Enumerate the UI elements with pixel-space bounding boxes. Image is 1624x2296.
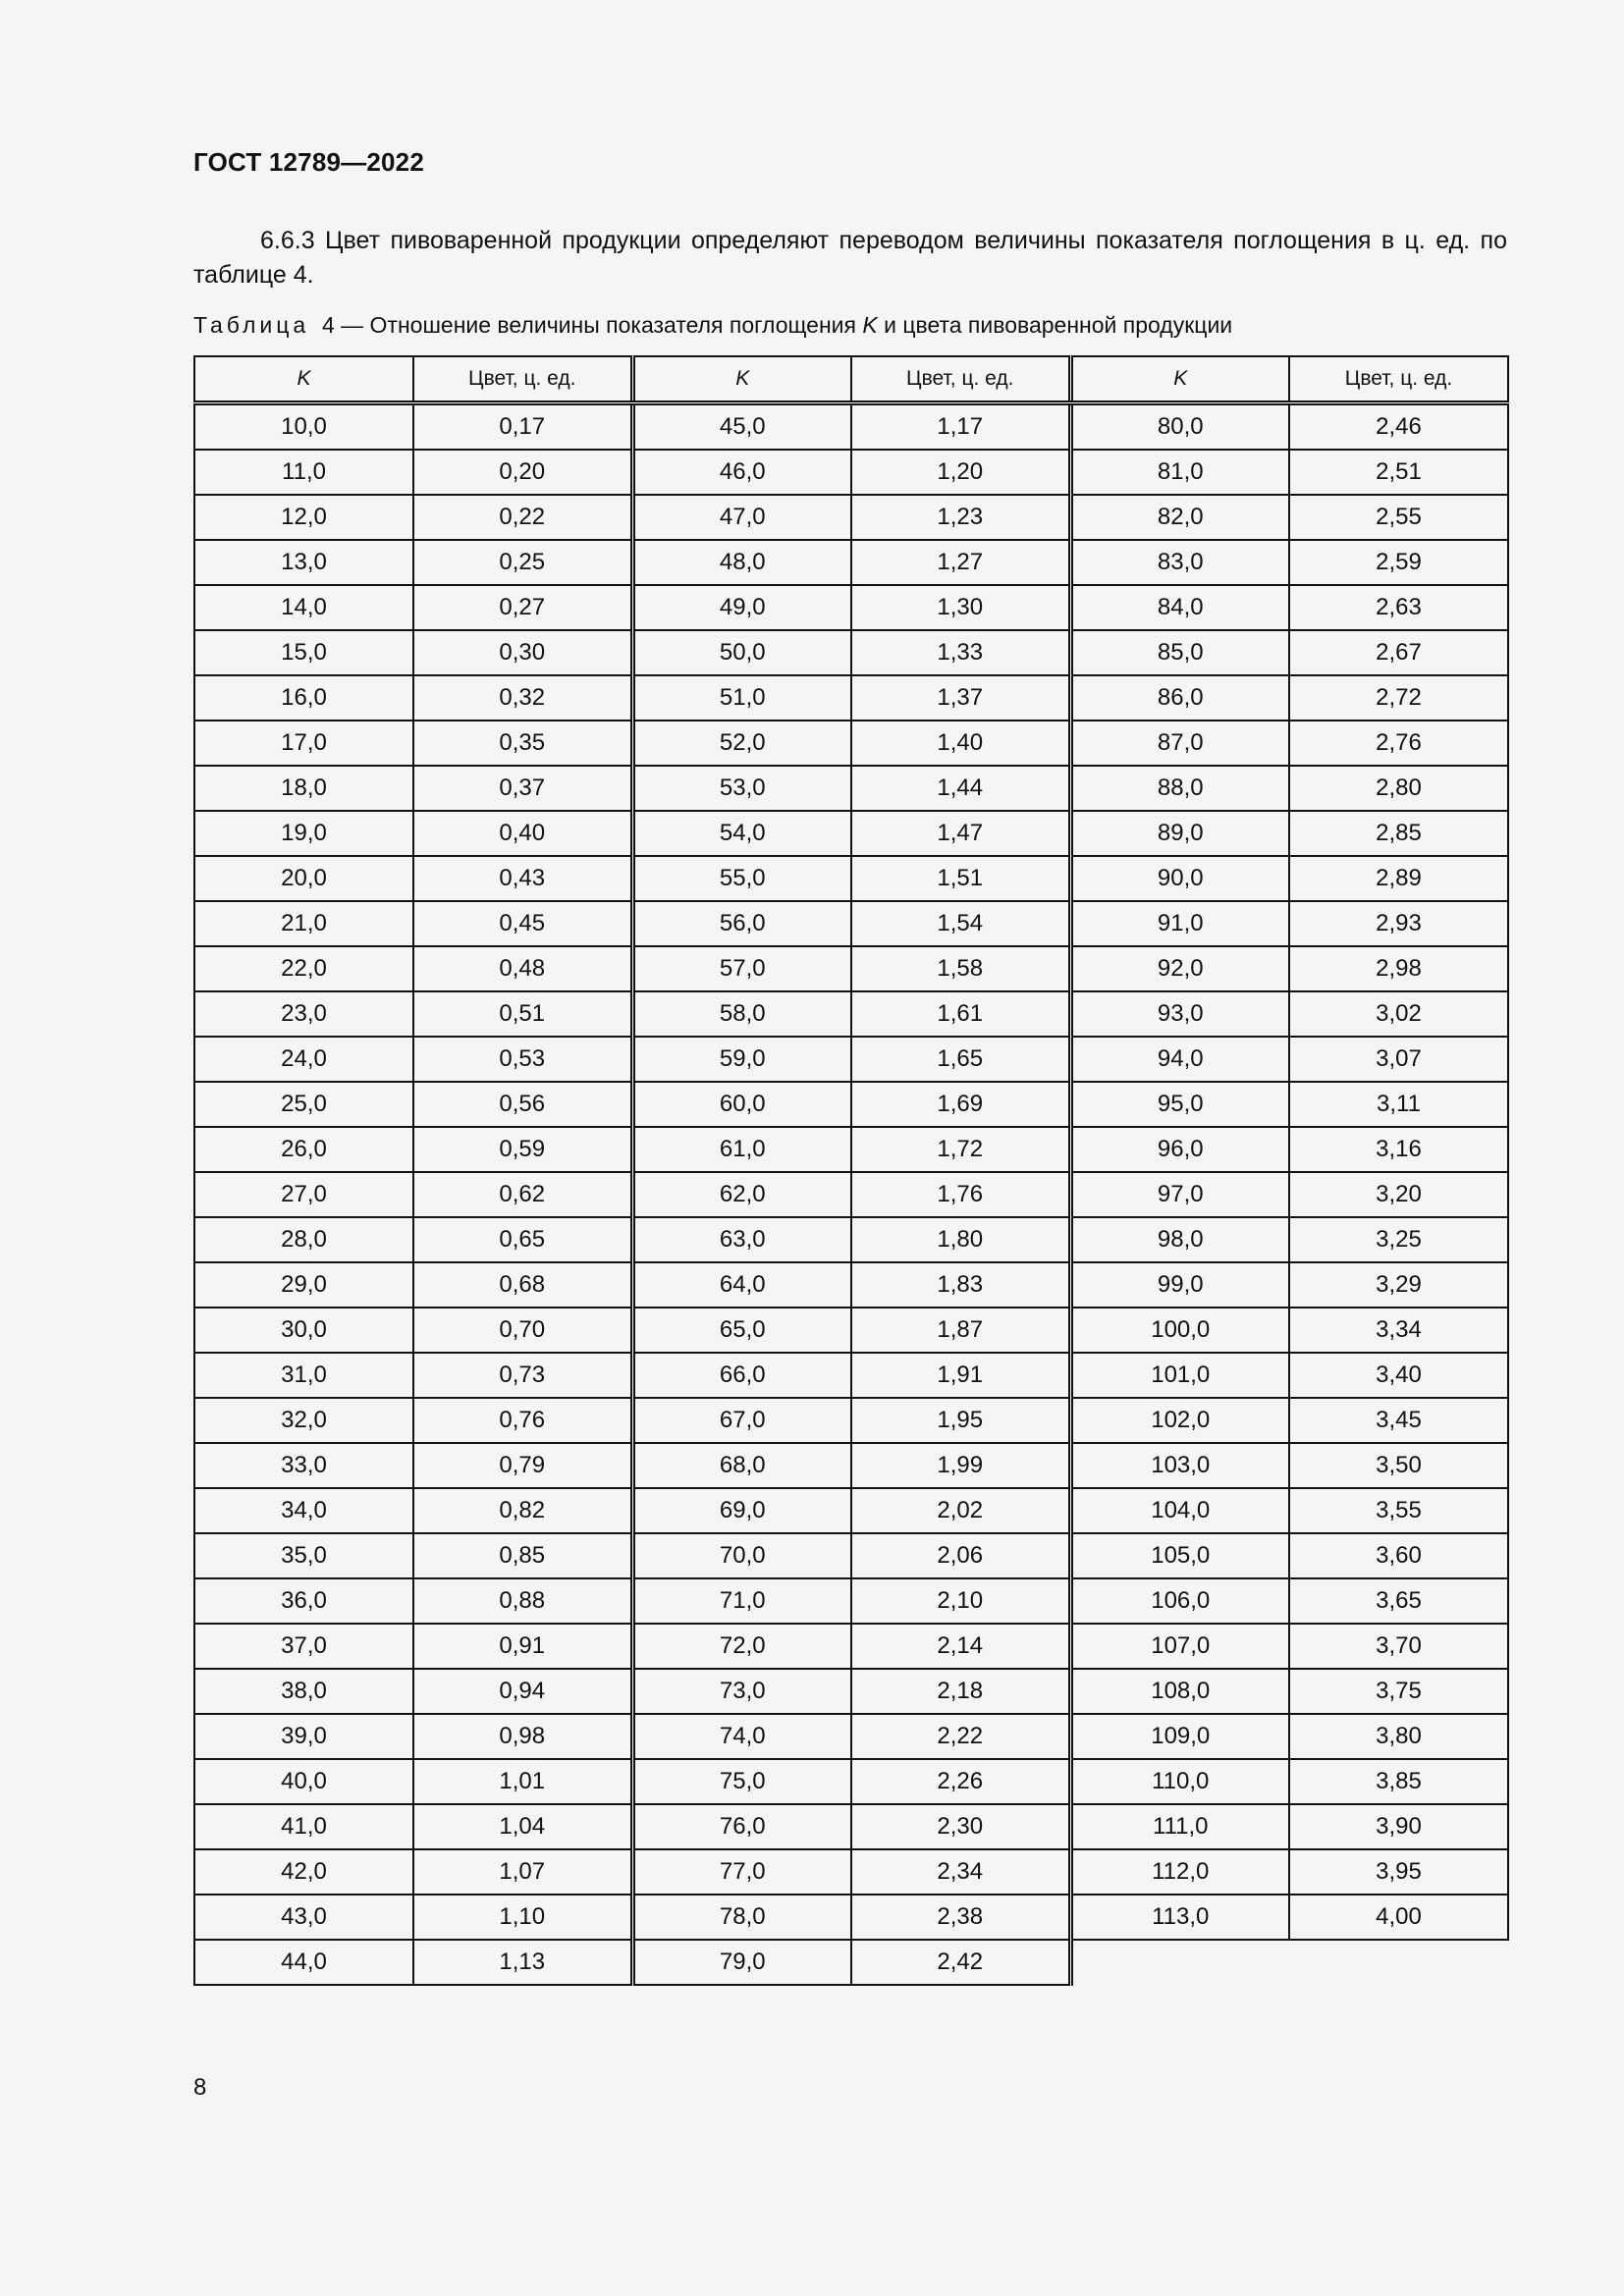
table-row — [194, 1488, 1508, 1533]
cell-color-3 — [1289, 1940, 1508, 1985]
cell-k-2: 69,0 — [632, 1488, 851, 1533]
cell-k-2: 67,0 — [632, 1398, 851, 1443]
table-row — [194, 1849, 1508, 1895]
cell-k-3: 94,0 — [1070, 1037, 1289, 1082]
cell-k-3: 80,0 — [1070, 403, 1289, 451]
cell-k-3: 100,0 — [1070, 1308, 1289, 1353]
cell-color-3: 3,55 — [1289, 1488, 1508, 1533]
cell-k-1: 18,0 — [194, 766, 413, 811]
cell-k-3: 112,0 — [1070, 1849, 1289, 1895]
cell-k-2: 78,0 — [632, 1895, 851, 1940]
cell-k-3: 85,0 — [1070, 630, 1289, 675]
header-k-1: K — [194, 356, 413, 403]
cell-k-3: 82,0 — [1070, 495, 1289, 540]
table-row — [194, 901, 1508, 946]
table-row — [194, 1037, 1508, 1082]
cell-color-1: 0,91 — [413, 1624, 632, 1669]
table-row — [194, 991, 1508, 1037]
cell-color-1: 1,04 — [413, 1804, 632, 1849]
cell-color-1: 0,65 — [413, 1217, 632, 1262]
cell-color-2: 1,17 — [851, 403, 1070, 451]
cell-k-2: 63,0 — [632, 1217, 851, 1262]
cell-k-3: 96,0 — [1070, 1127, 1289, 1172]
cell-k-1: 40,0 — [194, 1759, 413, 1804]
cell-k-1: 33,0 — [194, 1443, 413, 1488]
cell-color-2: 2,42 — [851, 1940, 1070, 1985]
cell-color-1: 0,59 — [413, 1127, 632, 1172]
table-row — [194, 766, 1508, 811]
cell-color-3: 2,80 — [1289, 766, 1508, 811]
document-id: ГОСТ 12789—2022 — [193, 147, 424, 177]
cell-color-3: 3,29 — [1289, 1262, 1508, 1308]
cell-color-2: 2,30 — [851, 1804, 1070, 1849]
table-row — [194, 585, 1508, 630]
table-row — [194, 1804, 1508, 1849]
cell-color-1: 0,27 — [413, 585, 632, 630]
cell-color-2: 1,40 — [851, 721, 1070, 766]
cell-k-2: 75,0 — [632, 1759, 851, 1804]
cell-k-2: 46,0 — [632, 450, 851, 495]
cell-color-1: 0,25 — [413, 540, 632, 585]
cell-k-2: 52,0 — [632, 721, 851, 766]
cell-k-2: 68,0 — [632, 1443, 851, 1488]
cell-k-1: 34,0 — [194, 1488, 413, 1533]
cell-k-2: 76,0 — [632, 1804, 851, 1849]
cell-color-3: 2,63 — [1289, 585, 1508, 630]
cell-k-1: 37,0 — [194, 1624, 413, 1669]
cell-k-1: 11,0 — [194, 450, 413, 495]
cell-k-1: 42,0 — [194, 1849, 413, 1895]
table-row — [194, 1353, 1508, 1398]
cell-color-1: 0,43 — [413, 856, 632, 901]
cell-color-3: 2,67 — [1289, 630, 1508, 675]
table-row — [194, 540, 1508, 585]
cell-color-2: 2,18 — [851, 1669, 1070, 1714]
absorption-color-table — [193, 355, 1509, 1986]
cell-k-1: 27,0 — [194, 1172, 413, 1217]
cell-color-3: 3,60 — [1289, 1533, 1508, 1578]
cell-k-1: 41,0 — [194, 1804, 413, 1849]
cell-color-1: 0,35 — [413, 721, 632, 766]
cell-color-3: 3,20 — [1289, 1172, 1508, 1217]
cell-color-2: 1,30 — [851, 585, 1070, 630]
cell-k-2: 60,0 — [632, 1082, 851, 1127]
cell-color-1: 1,13 — [413, 1940, 632, 1985]
cell-k-2: 55,0 — [632, 856, 851, 901]
cell-color-1: 0,22 — [413, 495, 632, 540]
cell-k-1: 21,0 — [194, 901, 413, 946]
table-row — [194, 403, 1508, 451]
header-k-3: K — [1070, 356, 1289, 403]
cell-k-3: 111,0 — [1070, 1804, 1289, 1849]
table-row — [194, 1082, 1508, 1127]
table-row — [194, 1578, 1508, 1624]
cell-k-3: 101,0 — [1070, 1353, 1289, 1398]
page-number: 8 — [193, 2074, 207, 2101]
cell-k-1: 16,0 — [194, 675, 413, 721]
cell-color-1: 1,01 — [413, 1759, 632, 1804]
table-row — [194, 1533, 1508, 1578]
cell-k-2: 71,0 — [632, 1578, 851, 1624]
cell-color-3: 2,93 — [1289, 901, 1508, 946]
cell-k-2: 61,0 — [632, 1127, 851, 1172]
cell-k-1: 29,0 — [194, 1262, 413, 1308]
header-color-2: Цвет, ц. ед. — [851, 356, 1070, 403]
cell-color-3: 3,11 — [1289, 1082, 1508, 1127]
cell-k-1: 22,0 — [194, 946, 413, 991]
cell-color-2: 1,20 — [851, 450, 1070, 495]
table-row — [194, 811, 1508, 856]
cell-k-2: 50,0 — [632, 630, 851, 675]
cell-color-3: 2,85 — [1289, 811, 1508, 856]
cell-k-3: 88,0 — [1070, 766, 1289, 811]
cell-k-1: 14,0 — [194, 585, 413, 630]
table-row — [194, 1127, 1508, 1172]
cell-k-1: 30,0 — [194, 1308, 413, 1353]
cell-color-1: 0,53 — [413, 1037, 632, 1082]
cell-color-2: 1,80 — [851, 1217, 1070, 1262]
cell-color-2: 1,83 — [851, 1262, 1070, 1308]
cell-k-3: 99,0 — [1070, 1262, 1289, 1308]
table-row — [194, 1624, 1508, 1669]
cell-k-3: 109,0 — [1070, 1714, 1289, 1759]
cell-k-1: 10,0 — [194, 403, 413, 451]
table-header-row — [194, 356, 1508, 403]
cell-color-3: 2,76 — [1289, 721, 1508, 766]
cell-color-3: 3,70 — [1289, 1624, 1508, 1669]
cell-k-2: 45,0 — [632, 403, 851, 451]
table-4 — [193, 355, 1509, 1986]
cell-color-2: 1,91 — [851, 1353, 1070, 1398]
cell-k-1: 36,0 — [194, 1578, 413, 1624]
cell-k-2: 57,0 — [632, 946, 851, 991]
cell-k-2: 64,0 — [632, 1262, 851, 1308]
cell-color-3: 2,72 — [1289, 675, 1508, 721]
cell-color-1: 0,56 — [413, 1082, 632, 1127]
cell-color-2: 1,69 — [851, 1082, 1070, 1127]
table-body — [194, 403, 1508, 1986]
cell-color-2: 2,14 — [851, 1624, 1070, 1669]
caption-suffix: и цвета пивоваренной продукции — [884, 312, 1233, 338]
cell-color-1: 0,76 — [413, 1398, 632, 1443]
cell-k-1: 15,0 — [194, 630, 413, 675]
cell-color-3: 3,25 — [1289, 1217, 1508, 1262]
header-color-1: Цвет, ц. ед. — [413, 356, 632, 403]
cell-color-1: 0,88 — [413, 1578, 632, 1624]
cell-k-2: 62,0 — [632, 1172, 851, 1217]
caption-prefix: Таблица — [193, 312, 310, 338]
cell-k-1: 38,0 — [194, 1669, 413, 1714]
cell-color-2: 1,33 — [851, 630, 1070, 675]
cell-k-3: 106,0 — [1070, 1578, 1289, 1624]
cell-color-1: 0,62 — [413, 1172, 632, 1217]
cell-k-2: 77,0 — [632, 1849, 851, 1895]
cell-color-2: 2,22 — [851, 1714, 1070, 1759]
cell-color-1: 0,51 — [413, 991, 632, 1037]
table-caption — [193, 312, 1232, 339]
cell-color-1: 0,17 — [413, 403, 632, 451]
cell-color-1: 0,37 — [413, 766, 632, 811]
cell-k-2: 47,0 — [632, 495, 851, 540]
cell-k-3: 102,0 — [1070, 1398, 1289, 1443]
cell-k-3: 104,0 — [1070, 1488, 1289, 1533]
cell-k-2: 49,0 — [632, 585, 851, 630]
cell-color-3: 3,95 — [1289, 1849, 1508, 1895]
cell-k-2: 72,0 — [632, 1624, 851, 1669]
table-row — [194, 946, 1508, 991]
cell-color-3: 4,00 — [1289, 1895, 1508, 1940]
cell-k-3: 105,0 — [1070, 1533, 1289, 1578]
cell-k-2: 70,0 — [632, 1533, 851, 1578]
header-color-3: Цвет, ц. ед. — [1289, 356, 1508, 403]
cell-k-3: 98,0 — [1070, 1217, 1289, 1262]
cell-color-3: 2,55 — [1289, 495, 1508, 540]
table-row — [194, 1308, 1508, 1353]
cell-k-3: 95,0 — [1070, 1082, 1289, 1127]
cell-k-3: 81,0 — [1070, 450, 1289, 495]
cell-color-1: 0,94 — [413, 1669, 632, 1714]
cell-color-1: 1,07 — [413, 1849, 632, 1895]
cell-k-1: 35,0 — [194, 1533, 413, 1578]
cell-k-1: 43,0 — [194, 1895, 413, 1940]
cell-k-1: 26,0 — [194, 1127, 413, 1172]
cell-k-3: 93,0 — [1070, 991, 1289, 1037]
cell-color-1: 0,20 — [413, 450, 632, 495]
cell-color-2: 1,27 — [851, 540, 1070, 585]
cell-color-2: 1,95 — [851, 1398, 1070, 1443]
cell-k-2: 54,0 — [632, 811, 851, 856]
cell-k-1: 24,0 — [194, 1037, 413, 1082]
table-row — [194, 450, 1508, 495]
cell-color-3: 2,98 — [1289, 946, 1508, 991]
cell-k-1: 19,0 — [194, 811, 413, 856]
cell-k-1: 23,0 — [194, 991, 413, 1037]
cell-k-2: 51,0 — [632, 675, 851, 721]
cell-k-3: 107,0 — [1070, 1624, 1289, 1669]
cell-color-3: 3,65 — [1289, 1578, 1508, 1624]
cell-color-1: 0,32 — [413, 675, 632, 721]
cell-k-3: 110,0 — [1070, 1759, 1289, 1804]
cell-k-2: 59,0 — [632, 1037, 851, 1082]
cell-k-3: 103,0 — [1070, 1443, 1289, 1488]
cell-k-3: 90,0 — [1070, 856, 1289, 901]
cell-color-3: 2,51 — [1289, 450, 1508, 495]
paragraph-6-6-3: 6.6.3 Цвет пивоваренной продукции определяют переводом величины показателя поглощения в ц. ед. по таблице 4. — [193, 227, 1507, 289]
table-row — [194, 495, 1508, 540]
caption-variable: K — [862, 312, 878, 338]
cell-color-1: 0,45 — [413, 901, 632, 946]
cell-color-3: 2,59 — [1289, 540, 1508, 585]
cell-k-3: 113,0 — [1070, 1895, 1289, 1940]
cell-k-2: 48,0 — [632, 540, 851, 585]
cell-k-2: 79,0 — [632, 1940, 851, 1985]
cell-color-2: 2,34 — [851, 1849, 1070, 1895]
cell-color-1: 0,79 — [413, 1443, 632, 1488]
cell-k-1: 31,0 — [194, 1353, 413, 1398]
cell-k-2: 58,0 — [632, 991, 851, 1037]
cell-color-2: 1,99 — [851, 1443, 1070, 1488]
cell-k-2: 66,0 — [632, 1353, 851, 1398]
cell-k-1: 28,0 — [194, 1217, 413, 1262]
cell-k-1: 32,0 — [194, 1398, 413, 1443]
cell-k-3: 89,0 — [1070, 811, 1289, 856]
table-row — [194, 1940, 1508, 1985]
cell-k-1: 44,0 — [194, 1940, 413, 1985]
cell-k-3: 91,0 — [1070, 901, 1289, 946]
cell-k-2: 73,0 — [632, 1669, 851, 1714]
table-row — [194, 630, 1508, 675]
cell-color-1: 0,98 — [413, 1714, 632, 1759]
table-row — [194, 721, 1508, 766]
table-row — [194, 1443, 1508, 1488]
cell-color-3: 2,46 — [1289, 403, 1508, 451]
cell-color-2: 1,51 — [851, 856, 1070, 901]
cell-color-3: 3,07 — [1289, 1037, 1508, 1082]
cell-color-2: 1,23 — [851, 495, 1070, 540]
cell-color-1: 0,40 — [413, 811, 632, 856]
header-k-2: K — [632, 356, 851, 403]
cell-color-3: 3,40 — [1289, 1353, 1508, 1398]
cell-color-3: 3,80 — [1289, 1714, 1508, 1759]
cell-color-3: 3,45 — [1289, 1398, 1508, 1443]
cell-color-2: 2,26 — [851, 1759, 1070, 1804]
cell-k-3: 97,0 — [1070, 1172, 1289, 1217]
cell-k-3: 108,0 — [1070, 1669, 1289, 1714]
cell-color-2: 1,44 — [851, 766, 1070, 811]
cell-color-3: 3,16 — [1289, 1127, 1508, 1172]
table-row — [194, 856, 1508, 901]
cell-k-3: 87,0 — [1070, 721, 1289, 766]
cell-color-2: 1,76 — [851, 1172, 1070, 1217]
cell-color-1: 0,68 — [413, 1262, 632, 1308]
cell-k-3: 83,0 — [1070, 540, 1289, 585]
cell-color-2: 2,06 — [851, 1533, 1070, 1578]
cell-color-2: 1,61 — [851, 991, 1070, 1037]
cell-k-1: 39,0 — [194, 1714, 413, 1759]
cell-color-3: 3,75 — [1289, 1669, 1508, 1714]
cell-color-2: 1,58 — [851, 946, 1070, 991]
cell-color-1: 0,48 — [413, 946, 632, 991]
cell-k-3 — [1070, 1940, 1289, 1985]
caption-number: 4 — Отношение величины показателя поглощения — [321, 312, 856, 338]
cell-k-3: 86,0 — [1070, 675, 1289, 721]
cell-k-1: 20,0 — [194, 856, 413, 901]
cell-color-1: 0,30 — [413, 630, 632, 675]
cell-color-1: 1,10 — [413, 1895, 632, 1940]
cell-color-2: 2,38 — [851, 1895, 1070, 1940]
cell-k-2: 65,0 — [632, 1308, 851, 1353]
table-row — [194, 1895, 1508, 1940]
cell-k-1: 13,0 — [194, 540, 413, 585]
cell-k-1: 17,0 — [194, 721, 413, 766]
table-row — [194, 1759, 1508, 1804]
table-row — [194, 1262, 1508, 1308]
cell-color-3: 3,34 — [1289, 1308, 1508, 1353]
table-row — [194, 675, 1508, 721]
cell-color-2: 1,65 — [851, 1037, 1070, 1082]
cell-k-2: 53,0 — [632, 766, 851, 811]
cell-color-3: 3,85 — [1289, 1759, 1508, 1804]
cell-color-2: 1,87 — [851, 1308, 1070, 1353]
table-row — [194, 1714, 1508, 1759]
cell-color-3: 3,02 — [1289, 991, 1508, 1037]
cell-color-3: 2,89 — [1289, 856, 1508, 901]
table-row — [194, 1398, 1508, 1443]
cell-color-2: 1,54 — [851, 901, 1070, 946]
table-row — [194, 1669, 1508, 1714]
cell-k-3: 84,0 — [1070, 585, 1289, 630]
cell-k-3: 92,0 — [1070, 946, 1289, 991]
cell-color-3: 3,50 — [1289, 1443, 1508, 1488]
cell-k-2: 74,0 — [632, 1714, 851, 1759]
cell-color-3: 3,90 — [1289, 1804, 1508, 1849]
cell-color-2: 1,47 — [851, 811, 1070, 856]
cell-color-1: 0,85 — [413, 1533, 632, 1578]
cell-k-2: 56,0 — [632, 901, 851, 946]
cell-color-2: 2,10 — [851, 1578, 1070, 1624]
table-row — [194, 1172, 1508, 1217]
table-row — [194, 1217, 1508, 1262]
cell-color-1: 0,82 — [413, 1488, 632, 1533]
cell-color-1: 0,73 — [413, 1353, 632, 1398]
cell-k-1: 12,0 — [194, 495, 413, 540]
cell-color-2: 2,02 — [851, 1488, 1070, 1533]
cell-color-2: 1,72 — [851, 1127, 1070, 1172]
cell-color-1: 0,70 — [413, 1308, 632, 1353]
cell-color-2: 1,37 — [851, 675, 1070, 721]
cell-k-1: 25,0 — [194, 1082, 413, 1127]
